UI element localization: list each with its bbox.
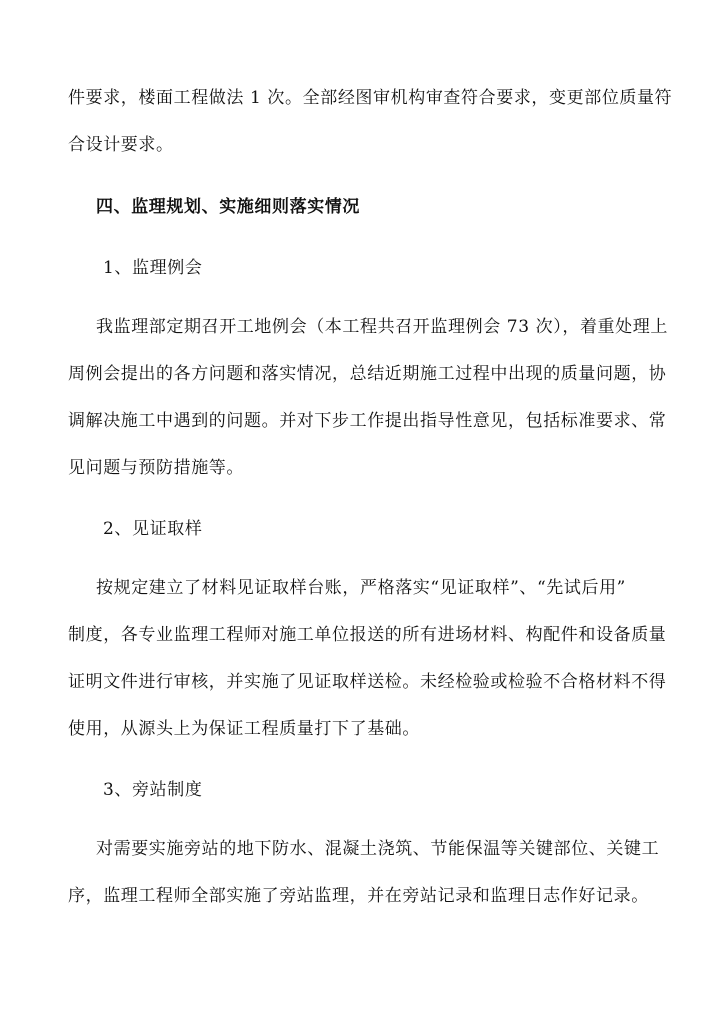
paragraph-1-line-2: 合设计要求。 [68, 135, 174, 155]
subsection-1-heading: 1、监理例会 [103, 258, 203, 278]
subsection-3-line-1: 对需要实施旁站的地下防水、混凝土浇筑、节能保温等关键部位、关键工 [96, 839, 660, 859]
subsection-3-line-2: 序，监理工程师全部实施了旁站监理，并在旁站记录和监理日志作好记录。 [68, 886, 649, 906]
subsection-2-line-4: 使用，从源头上为保证工程质量打下了基础。 [68, 719, 420, 739]
subsection-1-line-1: 我监理部定期召开工地例会（本工程共召开监理例会 73 次），着重处理上 [96, 317, 668, 337]
subsection-1-line-4: 见问题与预防措施等。 [68, 458, 244, 478]
subsection-1-line-2: 周例会提出的各方问题和落实情况，总结近期施工过程中出现的质量问题，协 [68, 364, 667, 384]
subsection-2-line-3: 证明文件进行审核，并实施了见证取样送检。未经检验或检验不合格材料不得 [68, 672, 667, 692]
subsection-2-heading: 2、见证取样 [103, 519, 203, 539]
subsection-2-line-1: 按规定建立了材料见证取样台账，严格落实“见证取样”、“先试后用” [96, 578, 626, 598]
section-heading: 四、监理规划、实施细则落实情况 [96, 197, 360, 217]
subsection-1-line-3: 调解决施工中遇到的问题。并对下步工作提出指导性意见，包括标准要求、常 [68, 411, 667, 431]
subsection-3-heading: 3、旁站制度 [103, 780, 203, 800]
paragraph-1-line-1: 件要求，楼面工程做法 1 次。全部经图审机构审查符合要求，变更部位质量符 [68, 88, 673, 108]
subsection-2-line-2: 制度，各专业监理工程师对施工单位报送的所有进场材料、构配件和设备质量 [68, 625, 667, 645]
